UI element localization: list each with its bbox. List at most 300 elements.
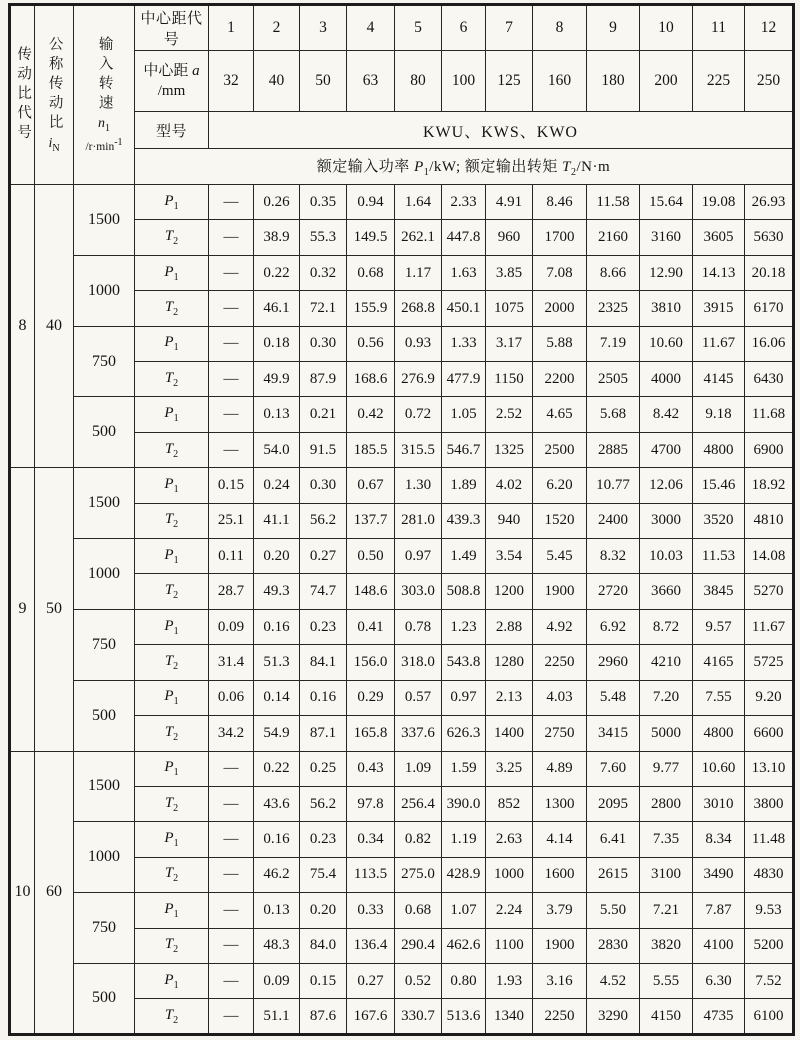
power-value-cell: 0.34 [347, 822, 395, 857]
center-distance-code-cell: 9 [587, 5, 640, 51]
power-value-cell: 7.08 [533, 255, 587, 290]
torque-value-cell: 6600 [745, 716, 794, 751]
torque-value-cell: 3810 [640, 291, 693, 326]
torque-value-cell: 546.7 [442, 432, 486, 467]
power-data-row [10, 893, 794, 928]
power-value-cell: 14.13 [693, 255, 745, 290]
torque-value-cell: 43.6 [254, 786, 300, 821]
power-row-label: $P_1$ [135, 609, 209, 644]
power-value-cell: 11.67 [745, 609, 794, 644]
power-row-label: $P_1$ [135, 185, 209, 220]
torque-value-cell: 3845 [693, 574, 745, 609]
power-value-cell: 12.90 [640, 255, 693, 290]
power-value-cell: 0.82 [395, 822, 442, 857]
power-value-cell: 0.15 [300, 963, 347, 998]
power-value-cell: 1.23 [442, 609, 486, 644]
power-data-row [10, 539, 794, 574]
torque-value-cell: 477.9 [442, 362, 486, 397]
power-value-cell: 8.46 [533, 185, 587, 220]
power-value-cell: 11.48 [745, 822, 794, 857]
table-header [10, 5, 794, 185]
power-value-cell: 6.41 [587, 822, 640, 857]
power-value-cell: — [209, 255, 254, 290]
power-value-cell: 0.13 [254, 893, 300, 928]
power-value-cell: 9.20 [745, 680, 794, 715]
torque-value-cell: 49.3 [254, 574, 300, 609]
power-value-cell: 0.11 [209, 539, 254, 574]
torque-value-cell: 1700 [533, 220, 587, 255]
power-value-cell: 9.18 [693, 397, 745, 432]
center-distance-value-cell: 50 [300, 51, 347, 112]
power-value-cell: 8.42 [640, 397, 693, 432]
power-value-cell: 10.03 [640, 539, 693, 574]
power-value-cell: 5.50 [587, 893, 640, 928]
power-value-cell: 2.33 [442, 185, 486, 220]
torque-value-cell: 148.6 [347, 574, 395, 609]
power-value-cell: 15.64 [640, 185, 693, 220]
power-value-cell: 0.09 [254, 963, 300, 998]
power-value-cell: 0.97 [442, 680, 486, 715]
speed-cell: 500 [74, 680, 135, 751]
torque-value-cell: 84.0 [300, 928, 347, 963]
torque-value-cell: 3290 [587, 999, 640, 1035]
power-value-cell: 7.35 [640, 822, 693, 857]
torque-value-cell: 337.6 [395, 716, 442, 751]
power-value-cell: 1.59 [442, 751, 486, 786]
torque-value-cell: 54.9 [254, 716, 300, 751]
torque-value-cell: 447.8 [442, 220, 486, 255]
power-row-label: $P_1$ [135, 680, 209, 715]
header-distance-label: 中心距 a /mm [135, 51, 209, 112]
torque-value-cell: 3100 [640, 857, 693, 892]
power-value-cell: 1.63 [442, 255, 486, 290]
torque-value-cell: 4210 [640, 645, 693, 680]
header-model-value: KWU、KWS、KWO [209, 112, 794, 149]
torque-value-cell: 303.0 [395, 574, 442, 609]
torque-row-label: $T_2$ [135, 291, 209, 326]
power-value-cell: 3.16 [533, 963, 587, 998]
power-value-cell: 0.42 [347, 397, 395, 432]
torque-value-cell: 51.1 [254, 999, 300, 1035]
center-distance-value-cell: 250 [745, 51, 794, 112]
torque-value-cell: — [209, 220, 254, 255]
torque-value-cell: 2325 [587, 291, 640, 326]
power-value-cell: 0.06 [209, 680, 254, 715]
torque-row-label: $T_2$ [135, 432, 209, 467]
power-value-cell: 0.32 [300, 255, 347, 290]
torque-value-cell: 1400 [486, 716, 533, 751]
center-distance-code-cell: 11 [693, 5, 745, 51]
torque-value-cell: 4145 [693, 362, 745, 397]
torque-value-cell: 3000 [640, 503, 693, 538]
torque-value-cell: 5270 [745, 574, 794, 609]
power-value-cell: 7.87 [693, 893, 745, 928]
power-row-label: $P_1$ [135, 751, 209, 786]
col-header-input-speed [74, 5, 135, 185]
power-value-cell: 2.88 [486, 609, 533, 644]
power-value-cell: 0.20 [254, 539, 300, 574]
power-row-label: $P_1$ [135, 397, 209, 432]
torque-value-cell: 3800 [745, 786, 794, 821]
torque-row-label: $T_2$ [135, 645, 209, 680]
torque-value-cell: 1200 [486, 574, 533, 609]
power-value-cell: 11.68 [745, 397, 794, 432]
power-value-cell: 0.15 [209, 468, 254, 503]
torque-value-cell: 1075 [486, 291, 533, 326]
speed-cell: 1500 [74, 185, 135, 256]
power-row-label: $P_1$ [135, 893, 209, 928]
center-distance-code-cell: 12 [745, 5, 794, 51]
power-value-cell: 7.21 [640, 893, 693, 928]
power-value-cell: 2.24 [486, 893, 533, 928]
torque-value-cell: — [209, 432, 254, 467]
torque-value-cell: — [209, 928, 254, 963]
torque-value-cell: 1100 [486, 928, 533, 963]
input-speed-unit: $/r\cdot\min^{-1}$ [85, 137, 123, 153]
torque-value-cell: 5725 [745, 645, 794, 680]
power-value-cell: 0.72 [395, 397, 442, 432]
torque-row-label: $T_2$ [135, 999, 209, 1035]
power-value-cell: 11.67 [693, 326, 745, 361]
torque-value-cell: — [209, 362, 254, 397]
power-value-cell: 4.65 [533, 397, 587, 432]
power-value-cell: 14.08 [745, 539, 794, 574]
power-value-cell: 0.22 [254, 255, 300, 290]
torque-value-cell: 87.1 [300, 716, 347, 751]
table-body [10, 185, 794, 1035]
power-value-cell: — [209, 893, 254, 928]
torque-value-cell: 3605 [693, 220, 745, 255]
speed-cell: 750 [74, 326, 135, 397]
torque-value-cell: 1520 [533, 503, 587, 538]
power-value-cell: 1.19 [442, 822, 486, 857]
power-value-cell: 0.09 [209, 609, 254, 644]
speed-cell: 1500 [74, 751, 135, 822]
power-value-cell: 1.93 [486, 963, 533, 998]
power-value-cell: 0.30 [300, 468, 347, 503]
power-value-cell: 19.08 [693, 185, 745, 220]
center-distance-value-cell: 225 [693, 51, 745, 112]
torque-value-cell: 2615 [587, 857, 640, 892]
torque-value-cell: 2960 [587, 645, 640, 680]
torque-value-cell: 276.9 [395, 362, 442, 397]
power-value-cell: 4.03 [533, 680, 587, 715]
power-row-label: $P_1$ [135, 255, 209, 290]
power-value-cell: 0.26 [254, 185, 300, 220]
power-value-cell: 0.25 [300, 751, 347, 786]
power-value-cell: 0.14 [254, 680, 300, 715]
torque-value-cell: 390.0 [442, 786, 486, 821]
torque-value-cell: 3160 [640, 220, 693, 255]
torque-row-label: $T_2$ [135, 362, 209, 397]
power-value-cell: 5.45 [533, 539, 587, 574]
torque-value-cell: 46.2 [254, 857, 300, 892]
power-value-cell: 11.58 [587, 185, 640, 220]
torque-value-cell: 626.3 [442, 716, 486, 751]
torque-row-label: $T_2$ [135, 574, 209, 609]
torque-value-cell: 2500 [533, 432, 587, 467]
nominal-ratio-cell: 60 [35, 751, 74, 1035]
torque-value-cell: 46.1 [254, 291, 300, 326]
power-value-cell: 1.07 [442, 893, 486, 928]
power-data-row [10, 468, 794, 503]
torque-value-cell: 1900 [533, 928, 587, 963]
torque-value-cell: 2250 [533, 645, 587, 680]
power-value-cell: 3.25 [486, 751, 533, 786]
col-header-ratio-code [10, 5, 35, 185]
power-value-cell: 8.32 [587, 539, 640, 574]
speed-cell: 1000 [74, 822, 135, 893]
power-data-row [10, 751, 794, 786]
power-value-cell: — [209, 963, 254, 998]
power-row-label: $P_1$ [135, 326, 209, 361]
torque-value-cell: 3010 [693, 786, 745, 821]
power-value-cell: 10.77 [587, 468, 640, 503]
center-distance-code-cell: 3 [300, 5, 347, 51]
power-value-cell: 9.53 [745, 893, 794, 928]
speed-cell: 500 [74, 397, 135, 468]
torque-value-cell: 4165 [693, 645, 745, 680]
torque-value-cell: 31.4 [209, 645, 254, 680]
torque-value-cell: 168.6 [347, 362, 395, 397]
ratio-code-cell: 10 [10, 751, 35, 1035]
torque-value-cell: 149.5 [347, 220, 395, 255]
power-value-cell: 4.92 [533, 609, 587, 644]
speed-cell: 750 [74, 893, 135, 964]
torque-value-cell: 165.8 [347, 716, 395, 751]
torque-value-cell: 543.8 [442, 645, 486, 680]
power-data-row [10, 963, 794, 998]
power-value-cell: 1.30 [395, 468, 442, 503]
center-distance-code-cell: 5 [395, 5, 442, 51]
torque-value-cell: 2800 [640, 786, 693, 821]
torque-value-cell: 185.5 [347, 432, 395, 467]
torque-value-cell: 75.4 [300, 857, 347, 892]
speed-cell: 1500 [74, 468, 135, 539]
power-value-cell: 7.52 [745, 963, 794, 998]
torque-value-cell: 4800 [693, 716, 745, 751]
torque-value-cell: 5200 [745, 928, 794, 963]
torque-value-cell: 462.6 [442, 928, 486, 963]
torque-value-cell: 852 [486, 786, 533, 821]
torque-value-cell: 1280 [486, 645, 533, 680]
ratio-code-cell: 8 [10, 185, 35, 468]
power-value-cell: 18.92 [745, 468, 794, 503]
torque-value-cell: 2095 [587, 786, 640, 821]
torque-value-cell: 113.5 [347, 857, 395, 892]
torque-value-cell: — [209, 857, 254, 892]
power-value-cell: 0.35 [300, 185, 347, 220]
center-distance-value-cell: 63 [347, 51, 395, 112]
power-value-cell: 6.92 [587, 609, 640, 644]
power-value-cell: 9.57 [693, 609, 745, 644]
torque-value-cell: 2750 [533, 716, 587, 751]
power-value-cell: 0.52 [395, 963, 442, 998]
power-row-label: $P_1$ [135, 539, 209, 574]
torque-value-cell: 97.8 [347, 786, 395, 821]
power-value-cell: 2.13 [486, 680, 533, 715]
torque-value-cell: 87.6 [300, 999, 347, 1035]
torque-value-cell: — [209, 291, 254, 326]
center-distance-value-cell: 32 [209, 51, 254, 112]
center-distance-code-cell: 1 [209, 5, 254, 51]
power-value-cell: 7.55 [693, 680, 745, 715]
torque-value-cell: 1325 [486, 432, 533, 467]
header-rating-note: 额定输入功率 $P_1/kW$; 额定输出转矩 $T_2/N\cdot m$ [135, 149, 794, 185]
power-value-cell: 3.79 [533, 893, 587, 928]
torque-value-cell: 56.2 [300, 503, 347, 538]
power-value-cell: 0.78 [395, 609, 442, 644]
col-header-nominal-ratio [35, 5, 74, 185]
torque-value-cell: 55.3 [300, 220, 347, 255]
speed-cell: 500 [74, 963, 135, 1034]
ratio-code-label: 传动比代号 [15, 46, 32, 144]
torque-value-cell: 2250 [533, 999, 587, 1035]
torque-value-cell: 54.0 [254, 432, 300, 467]
power-value-cell: 3.17 [486, 326, 533, 361]
power-value-cell: 1.17 [395, 255, 442, 290]
torque-value-cell: 34.2 [209, 716, 254, 751]
torque-value-cell: 508.8 [442, 574, 486, 609]
center-distance-code-cell: 2 [254, 5, 300, 51]
torque-row-label: $T_2$ [135, 503, 209, 538]
torque-value-cell: 2505 [587, 362, 640, 397]
power-value-cell: 8.66 [587, 255, 640, 290]
power-value-cell: 10.60 [640, 326, 693, 361]
torque-value-cell: 4810 [745, 503, 794, 538]
power-value-cell: 4.02 [486, 468, 533, 503]
torque-value-cell: 72.1 [300, 291, 347, 326]
torque-value-cell: 41.1 [254, 503, 300, 538]
torque-value-cell: 290.4 [395, 928, 442, 963]
power-value-cell: 0.43 [347, 751, 395, 786]
torque-value-cell: 1000 [486, 857, 533, 892]
power-value-cell: 5.48 [587, 680, 640, 715]
torque-value-cell: — [209, 999, 254, 1035]
gear-reducer-spec-table [8, 3, 795, 1036]
torque-value-cell: 262.1 [395, 220, 442, 255]
power-value-cell: 0.16 [300, 680, 347, 715]
torque-value-cell: 4100 [693, 928, 745, 963]
torque-value-cell: 51.3 [254, 645, 300, 680]
torque-value-cell: 4700 [640, 432, 693, 467]
torque-value-cell: 3490 [693, 857, 745, 892]
power-value-cell: 9.77 [640, 751, 693, 786]
nominal-ratio-cell: 50 [35, 468, 74, 751]
center-distance-code-cell: 6 [442, 5, 486, 51]
power-value-cell: 16.06 [745, 326, 794, 361]
torque-value-cell: 940 [486, 503, 533, 538]
torque-value-cell: 4830 [745, 857, 794, 892]
input-speed-label: 输入转速 [96, 36, 113, 115]
torque-value-cell: 330.7 [395, 999, 442, 1035]
torque-value-cell: 4735 [693, 999, 745, 1035]
torque-value-cell: 6900 [745, 432, 794, 467]
torque-value-cell: 2160 [587, 220, 640, 255]
torque-value-cell: 315.5 [395, 432, 442, 467]
power-value-cell: 0.27 [347, 963, 395, 998]
power-value-cell: 0.67 [347, 468, 395, 503]
power-value-cell: 1.09 [395, 751, 442, 786]
power-data-row [10, 397, 794, 432]
power-value-cell: 0.50 [347, 539, 395, 574]
power-value-cell: 0.80 [442, 963, 486, 998]
power-value-cell: 0.21 [300, 397, 347, 432]
torque-value-cell: 256.4 [395, 786, 442, 821]
power-value-cell: 5.55 [640, 963, 693, 998]
power-value-cell: — [209, 326, 254, 361]
center-distance-value-cell: 80 [395, 51, 442, 112]
power-value-cell: 0.18 [254, 326, 300, 361]
center-distance-value-cell: 100 [442, 51, 486, 112]
torque-row-label: $T_2$ [135, 716, 209, 751]
power-row-label: $P_1$ [135, 963, 209, 998]
torque-value-cell: 4150 [640, 999, 693, 1035]
torque-value-cell: 84.1 [300, 645, 347, 680]
torque-value-cell: 2830 [587, 928, 640, 963]
power-data-row [10, 326, 794, 361]
torque-value-cell: 1150 [486, 362, 533, 397]
power-value-cell: 26.93 [745, 185, 794, 220]
power-value-cell: 4.89 [533, 751, 587, 786]
power-value-cell: 0.23 [300, 822, 347, 857]
torque-value-cell: 5630 [745, 220, 794, 255]
power-data-row [10, 680, 794, 715]
power-row-label: $P_1$ [135, 822, 209, 857]
power-data-row [10, 609, 794, 644]
center-distance-code-row [10, 5, 794, 51]
power-value-cell: 1.49 [442, 539, 486, 574]
power-value-cell: 0.16 [254, 609, 300, 644]
power-value-cell: — [209, 751, 254, 786]
torque-value-cell: 91.5 [300, 432, 347, 467]
torque-value-cell: 2200 [533, 362, 587, 397]
torque-value-cell: 3915 [693, 291, 745, 326]
torque-value-cell: 4000 [640, 362, 693, 397]
power-value-cell: 7.19 [587, 326, 640, 361]
torque-value-cell: 167.6 [347, 999, 395, 1035]
power-value-cell: 4.91 [486, 185, 533, 220]
torque-value-cell: 318.0 [395, 645, 442, 680]
power-value-cell: 8.34 [693, 822, 745, 857]
center-distance-code-cell: 10 [640, 5, 693, 51]
power-value-cell: 20.18 [745, 255, 794, 290]
input-speed-symbol: $n_1$ [98, 116, 110, 135]
power-value-cell: 0.20 [300, 893, 347, 928]
power-value-cell: 0.24 [254, 468, 300, 503]
torque-value-cell: 155.9 [347, 291, 395, 326]
torque-row-label: $T_2$ [135, 857, 209, 892]
power-value-cell: 10.60 [693, 751, 745, 786]
header-code-label: 中心距代号 [135, 5, 209, 51]
speed-cell: 1000 [74, 539, 135, 610]
center-distance-value-cell: 160 [533, 51, 587, 112]
power-value-cell: 0.68 [395, 893, 442, 928]
torque-value-cell: — [209, 786, 254, 821]
torque-value-cell: 156.0 [347, 645, 395, 680]
power-value-cell: 0.41 [347, 609, 395, 644]
power-value-cell: 4.52 [587, 963, 640, 998]
torque-value-cell: 137.7 [347, 503, 395, 538]
torque-value-cell: 1900 [533, 574, 587, 609]
power-value-cell: 0.94 [347, 185, 395, 220]
torque-value-cell: 6100 [745, 999, 794, 1035]
center-distance-value-cell: 40 [254, 51, 300, 112]
torque-value-cell: 1340 [486, 999, 533, 1035]
power-value-cell: — [209, 822, 254, 857]
torque-value-cell: 48.3 [254, 928, 300, 963]
center-distance-value-cell: 180 [587, 51, 640, 112]
